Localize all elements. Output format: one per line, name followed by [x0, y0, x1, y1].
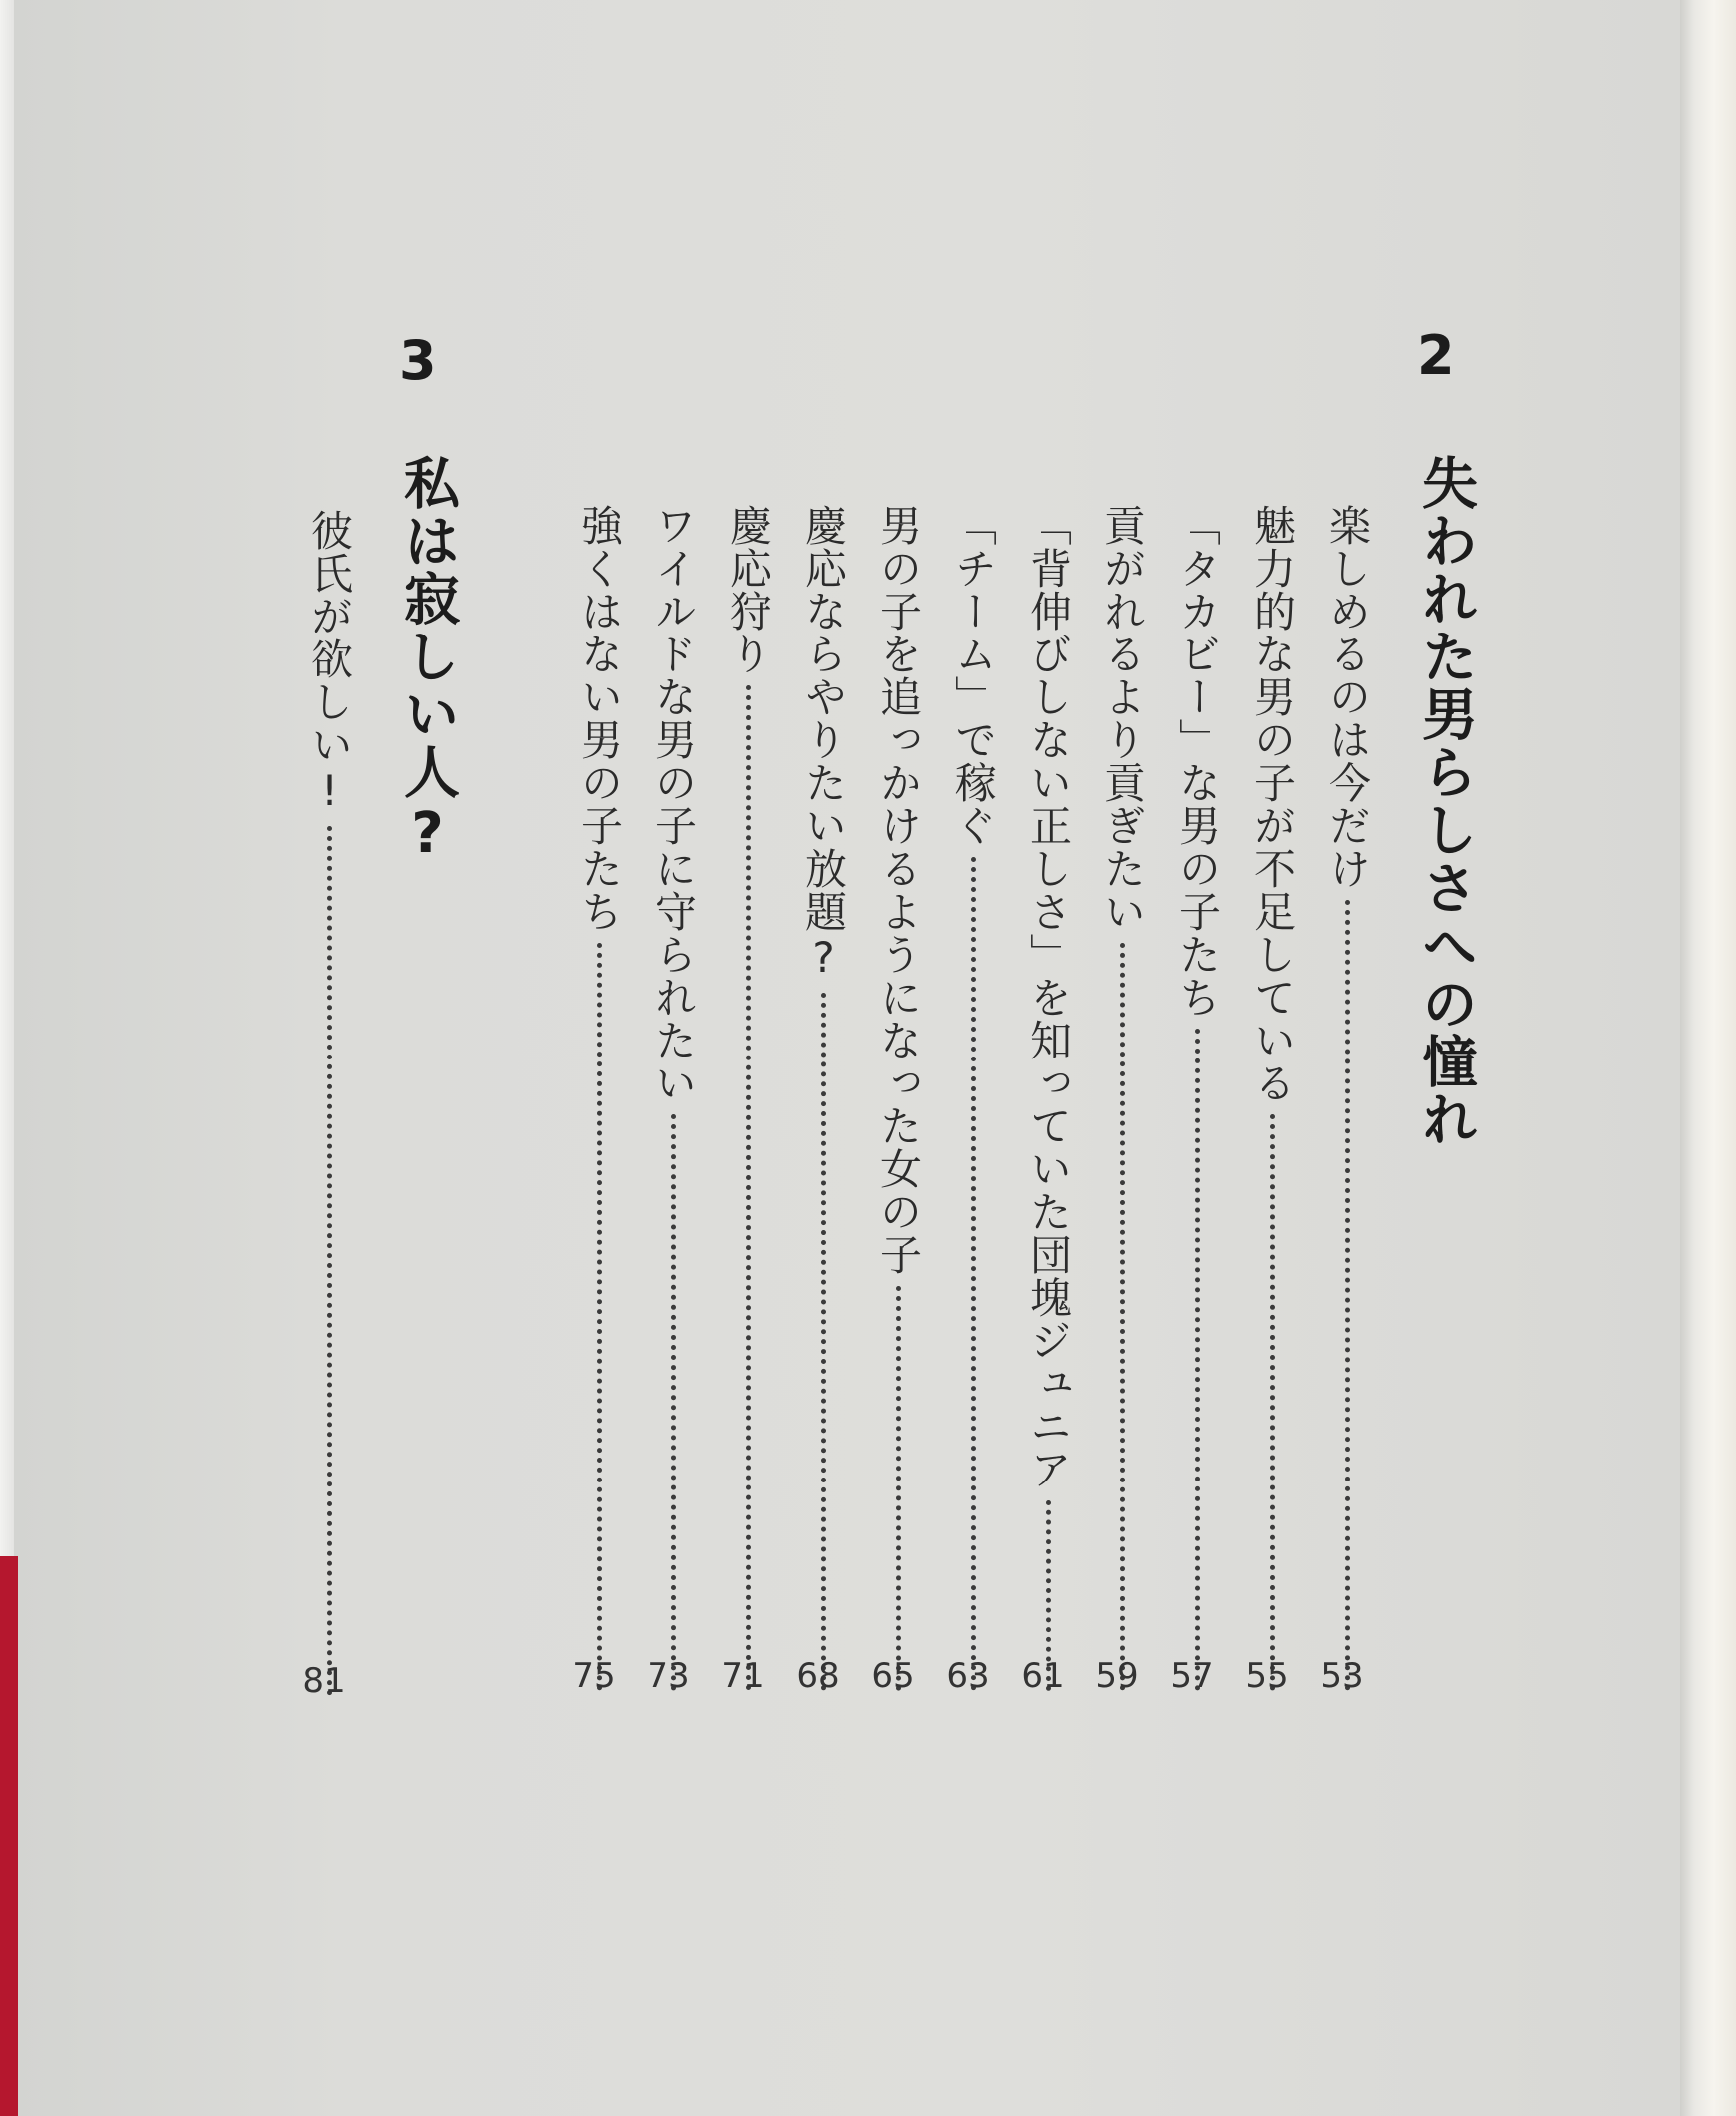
toc-entry-title: ワイルドな男の子に守られたい [650, 504, 698, 1104]
page-edge-right [1680, 0, 1736, 2116]
toc-entry-title: 楽しめるのは今だけ [1323, 504, 1372, 890]
page-number: 63 [946, 1656, 990, 1696]
page-number: 81 [302, 1661, 346, 1701]
toc-entry[interactable] [943, 504, 1003, 1701]
dot-leader [1270, 1114, 1275, 1691]
chapter-title: 失われた男らしさへの憧れ [1413, 454, 1478, 1148]
toc-entry[interactable] [1092, 504, 1152, 1701]
toc-entry-title: 「背伸びしない正しさ」を知っていた団塊ジュニア [1024, 504, 1073, 1490]
toc-entry-title: 慶応ならやりたい放題? [799, 504, 848, 983]
toc-entry[interactable] [718, 504, 778, 1701]
page-number: 75 [572, 1656, 616, 1696]
page-number: 57 [1170, 1656, 1214, 1696]
page-number: 73 [647, 1656, 690, 1696]
dot-leader [821, 993, 826, 1691]
page-number: 59 [1095, 1656, 1139, 1696]
toc-entry[interactable] [299, 509, 359, 1706]
toc-entry[interactable] [793, 504, 853, 1701]
toc-entry-title: 「チーム」で稼ぐ [949, 504, 998, 847]
dot-leader [971, 857, 976, 1691]
dot-leader [327, 826, 332, 1696]
toc-entry-title: 貢がれるより貢ぎたい [1098, 504, 1147, 933]
chapter-number: 3 [399, 329, 437, 392]
toc-entry-title: 彼氏が欲しい! [305, 509, 354, 816]
toc-entry[interactable] [569, 504, 629, 1701]
page-number: 65 [871, 1656, 915, 1696]
chapter-number: 2 [1417, 324, 1455, 387]
toc-entry-title: 男の子を追っかけるようになった女の子 [874, 504, 923, 1276]
page-number: 68 [796, 1656, 840, 1696]
toc-entry-title: 「タカビー」な男の子たち [1173, 504, 1222, 1019]
toc-entry[interactable] [1242, 504, 1302, 1701]
dot-leader [597, 943, 602, 1691]
toc-entry-title: 強くはない男の子たち [575, 504, 624, 933]
toc-entry-title: 慶応狩り [724, 504, 773, 675]
page-number: 71 [721, 1656, 765, 1696]
page-number: 53 [1320, 1656, 1364, 1696]
toc-entry[interactable] [868, 504, 928, 1701]
dot-leader [1120, 943, 1125, 1691]
toc-entry[interactable] [644, 504, 703, 1701]
page-number: 61 [1021, 1656, 1065, 1696]
toc-entry-title: 魅力的な男の子が不足している [1248, 504, 1297, 1104]
dot-leader [746, 685, 751, 1691]
toc-entry[interactable] [1167, 504, 1227, 1701]
dot-leader [1195, 1029, 1200, 1691]
toc-entry[interactable] [1018, 504, 1078, 1701]
page-number: 55 [1245, 1656, 1289, 1696]
dot-leader [1345, 900, 1350, 1691]
cover-edge-red [0, 1556, 18, 2116]
dot-leader [671, 1114, 676, 1691]
toc-entry[interactable] [1317, 504, 1377, 1701]
chapter-title: 私は寂しい人? [395, 454, 460, 868]
dot-leader [896, 1286, 901, 1691]
